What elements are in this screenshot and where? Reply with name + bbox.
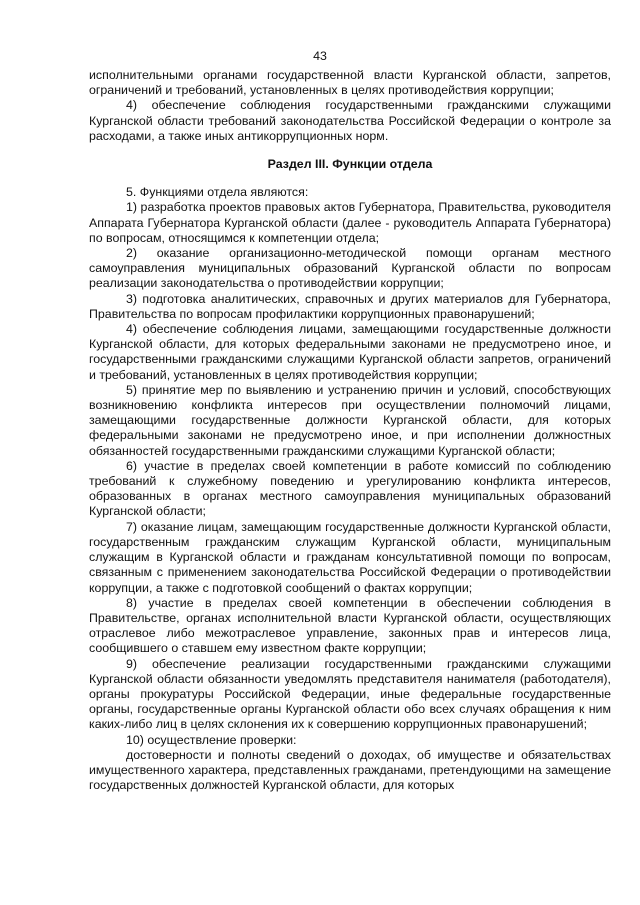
section-heading: Раздел III. Функции отдела (267, 157, 433, 172)
paragraph-function-7: 7) оказание лицам, замещающим государственные должности Курганской области, государственным гражданским служащим Курганской области, муниципальным служащим в Курганской области и гражданам консультативной помощи по вопросам, связанным с применением законодательства Российской Федерации о противодействии коррупции, а также с подготовкой сообщений о фактах коррупции; (89, 519, 611, 595)
paragraph-continuation: исполнительными органами государственной власти Курганской области, запретов, ограничений и требований, установленных в целях противодействия коррупции; (89, 68, 611, 98)
paragraph-function-8: 8) участие в пределах своей компетенции в обеспечении соблюдения в Правительстве, органах исполнительной власти Курганской области, осуществляющих отраслевое либо межотраслевое управление, законных прав и интересов лица, сообщившего о ставшем ему известном факте коррупции; (89, 595, 611, 656)
paragraph-function-10: 10) осуществление проверки: (126, 732, 297, 747)
paragraph-function-6: 6) участие в пределах своей компетенции в работе комиссий по соблюдению требований к служебному поведению и урегулированию конфликта интересов, образованных в органах местного самоуправления муниципальных образований Курганской области; (89, 458, 611, 519)
paragraph-function-5: 5) принятие мер по выявлению и устранению причин и условий, способствующих возникновению конфликта интересов при осуществлении полномочий лицами, замещающими государственные должности Курганской области, для которых федеральными законами не предусмотрено иное, и при исполнении должностных обязанностей государственными гражданскими служащими Курганской области; (89, 382, 611, 458)
paragraph-function-9: 9) обеспечение реализации государственными гражданскими служащими Курганской области обязанности уведомлять представителя нанимателя (работодателя), органы прокуратуры Российской Федерации, иные федеральные государственные органы, государственные органы Курганской области обо всех случаях обращения к ним каких-либо лиц в целях склонения их к совершению коррупционных правонарушений; (89, 656, 611, 732)
document-body (89, 68, 611, 793)
paragraph-function-10-detail: достоверности и полноты сведений о доходах, об имуществе и обязательствах имущественного характера, представленных гражданами, претендующими на замещение государственных должностей Курганской области, для которых (89, 747, 611, 793)
page-number: 43 (313, 49, 327, 63)
paragraph-functions-intro: 5. Функциями отдела являются: (126, 185, 309, 200)
paragraph-function-2: 2) оказание организационно-методической помощи органам местного самоуправления муниципальных образований Курганской области по вопросам реализации законодательства о противодействии коррупции; (89, 246, 611, 291)
paragraph-function-4: 4) обеспечение соблюдения лицами, замещающими государственные должности Курганской области, для которых федеральными законами не предусмотрено иное, и государственными гражданскими служащими Курганской области запретов, ограничений и требований, установленных в целях противодействия коррупции; (89, 322, 611, 382)
paragraph-function-1: 1) разработка проектов правовых актов Губернатора, Правительства, руководителя Аппарата Губернатора Курганской области (далее - руководитель Аппарата Губернатора) по вопросам, относящимся к компетенции отдела; (89, 200, 611, 245)
paragraph-item-4-prev: 4) обеспечение соблюдения государственными гражданскими служащими Курганской области требований законодательства Российской Федерации о контроле за расходами, а также иных антикоррупционных норм. (89, 98, 611, 143)
paragraph-function-3: 3) подготовка аналитических, справочных и других материалов для Губернатора, Правительства по вопросам профилактики коррупционных правонарушений; (89, 291, 611, 321)
